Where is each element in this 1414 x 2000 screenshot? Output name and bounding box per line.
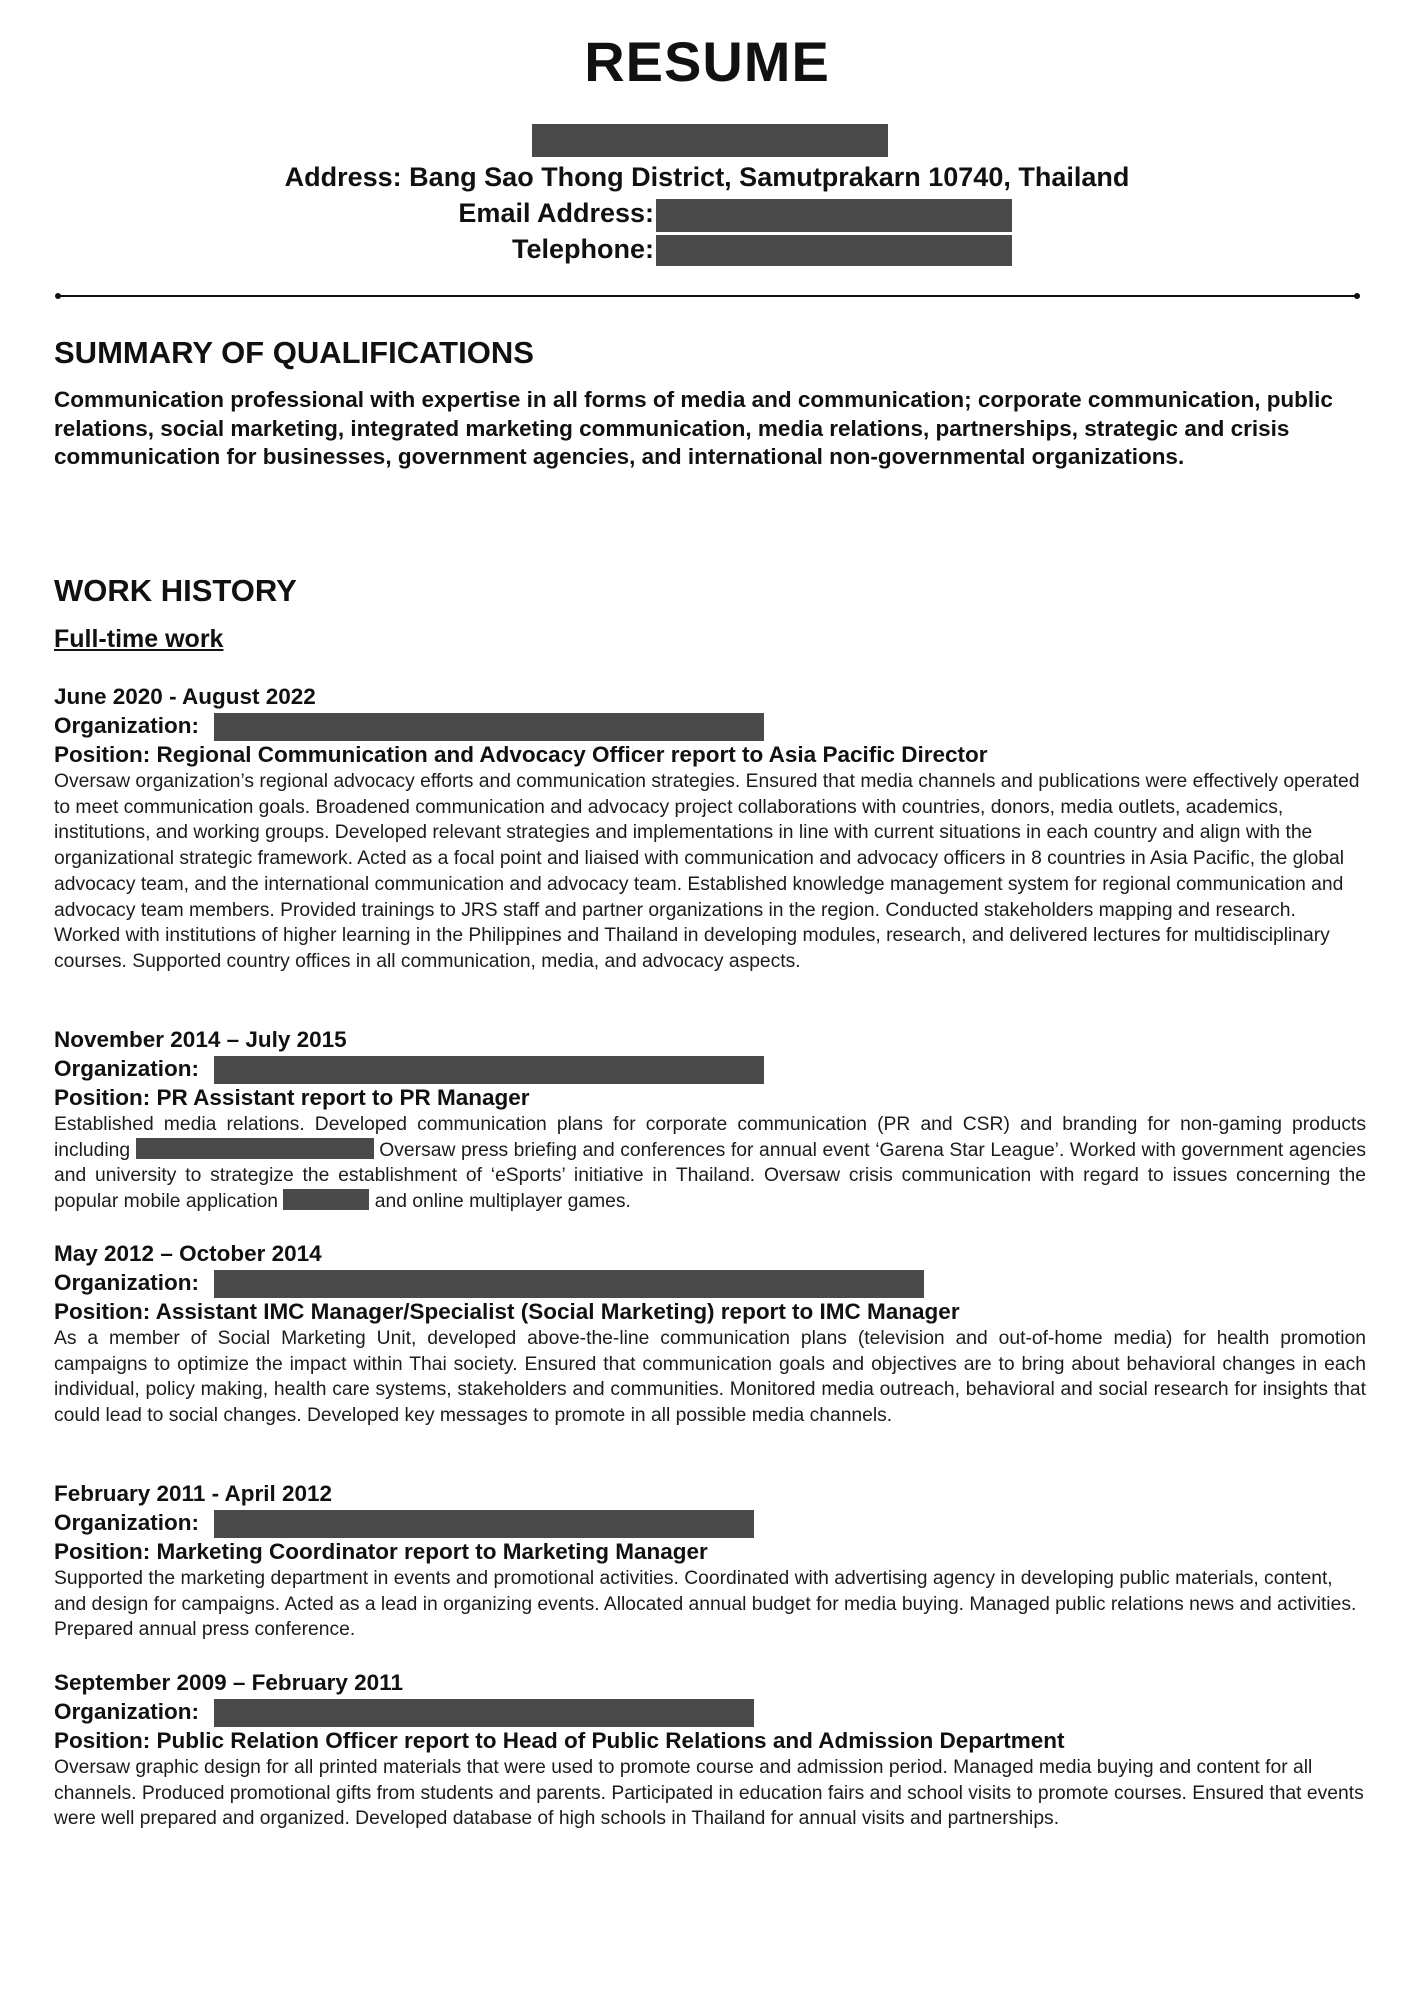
job-entry <box>54 1025 1366 1215</box>
job-dates: February 2011 - April 2012 <box>54 1481 333 1506</box>
job-description: Oversaw graphic design for all printed materials that were used to promote course and admission period. Managed media buying and content for all channels. Produced promotional gifts from students and parents. Participated in education fairs and school visits to promote courses. Ensured that events were well prepared and organized. Developed database of high schools in Thailand for annual visits and partnerships. <box>54 1757 1364 1830</box>
resume-title: RESUME <box>584 30 830 93</box>
full-time-subheading: Full-time work <box>54 625 224 653</box>
telephone-label: Telephone: <box>511 234 654 264</box>
job-description: As a member of Social Marketing Unit, developed above-the-line communication plans (television and out-of-home media) for health promotion campaigns to optimize the impact within Thai society. Ensured that communication goals and objectives are to bring about behavioral changes in each individual, policy making, health care systems, stakeholders and communities. Monitored media outreach, behavioral and social research for insights that could lead to social changes. Developed key messages to promote in all possible media channels. <box>54 1328 1366 1427</box>
summary-text: Communication professional with expertise in all forms of media and communication; corporate communication, public relations, social marketing, integrated marketing communication, media relations, partnerships, strategic and crisis communication for businesses, government agencies, and international non-governmental organizations. <box>54 387 1333 470</box>
job-description <box>54 1112 1366 1215</box>
organization-label: Organization: <box>54 1510 199 1535</box>
divider-right-dot <box>1354 293 1360 299</box>
organization-label: Organization: <box>54 1699 199 1724</box>
redacted-organization <box>214 1270 924 1298</box>
job-entry <box>54 1239 1366 1429</box>
redacted-product <box>136 1138 374 1159</box>
job-entry <box>54 1479 1366 1643</box>
organization-label: Organization: <box>54 1270 199 1295</box>
job-position: Position: Assistant IMC Manager/Specialist (Social Marketing) report to IMC Manager <box>54 1299 960 1324</box>
redacted-telephone <box>656 235 1012 266</box>
redacted-organization <box>214 1056 764 1084</box>
description-part: Established media relations. Developed communication plans for corporate communication (PR and CSR) and branding for non-gaming products including <box>54 1114 1366 1161</box>
redacted-organization <box>214 1699 754 1727</box>
job-position: Position: Regional Communication and Advocacy Officer report to Asia Pacific Director <box>54 742 988 767</box>
job-dates: September 2009 – February 2011 <box>54 1670 403 1695</box>
job-entry <box>54 682 1366 975</box>
work-history-heading: WORK HISTORY <box>54 573 297 608</box>
redacted-email <box>656 199 1012 232</box>
organization-label: Organization: <box>54 713 199 738</box>
redacted-organization <box>214 713 764 741</box>
organization-line <box>54 1054 1366 1083</box>
description-part: and online multiplayer games. <box>374 1191 631 1213</box>
organization-line <box>54 1508 1366 1537</box>
organization-line <box>54 1268 1366 1297</box>
job-description: Oversaw organization’s regional advocacy efforts and communication strategies. Ensured that media channels and publications were effectively operated to meet communication goals. Broadened communication and advocacy project collaborations with countries, donors, media outlets, academics, institutions, and working groups. Developed relevant strategies and implementations in line with current situations in each country and align with the organizational strategic framework. Acted as a focal point and liaised with communication and advocacy officers in 8 countries in Asia Pacific, the global advocacy team, and the international communication and advocacy team. Established knowledge management system for regional communication and advocacy team members. Provided trainings to JRS staff and partner organizations in the region. Conducted stakeholders mapping and research. Worked with institutions of higher learning in the Philippines and Thailand in developing modules, research, and delivered lectures for multidisciplinary courses. Supported country offices in all communication, media, and advocacy aspects. <box>54 771 1360 972</box>
job-position: Position: Public Relation Officer report to Head of Public Relations and Admission Department <box>54 1728 1065 1753</box>
summary-heading: SUMMARY OF QUALIFICATIONS <box>54 335 534 370</box>
redacted-name <box>532 124 888 157</box>
divider-left-dot <box>55 293 61 299</box>
job-dates: June 2020 - August 2022 <box>54 684 316 709</box>
organization-label: Organization: <box>54 1056 199 1081</box>
organization-line <box>54 711 1366 740</box>
job-description: Supported the marketing department in events and promotional activities. Coordinated with advertising agency in developing public materials, content, and design for campaigns. Acted as a lead in organizing events. Allocated annual budget for media buying. Managed public relations news and activities. Prepared annual press conference. <box>54 1568 1357 1641</box>
email-label: Email Address: <box>458 198 654 228</box>
address-line: Address: Bang Sao Thong District, Samutprakarn 10740, Thailand <box>284 162 1130 192</box>
redacted-organization <box>214 1510 754 1538</box>
job-dates: November 2014 – July 2015 <box>54 1027 347 1052</box>
job-position: Position: Marketing Coordinator report to Marketing Manager <box>54 1539 708 1564</box>
redacted-application <box>283 1189 369 1210</box>
organization-line <box>54 1697 1366 1726</box>
job-dates: May 2012 – October 2014 <box>54 1241 322 1266</box>
job-entry <box>54 1668 1366 1832</box>
description-part: Oversaw press briefing and conferences for annual event ‘Garena Star League’. Worked with government agencies and university to strategize the establishment of ‘eSports’ initiative in Thailand. Oversaw crisis communication with regard to issues concerning the popular mobile application <box>54 1139 1367 1213</box>
header-divider <box>58 295 1360 297</box>
job-position: Position: PR Assistant report to PR Manager <box>54 1085 530 1110</box>
